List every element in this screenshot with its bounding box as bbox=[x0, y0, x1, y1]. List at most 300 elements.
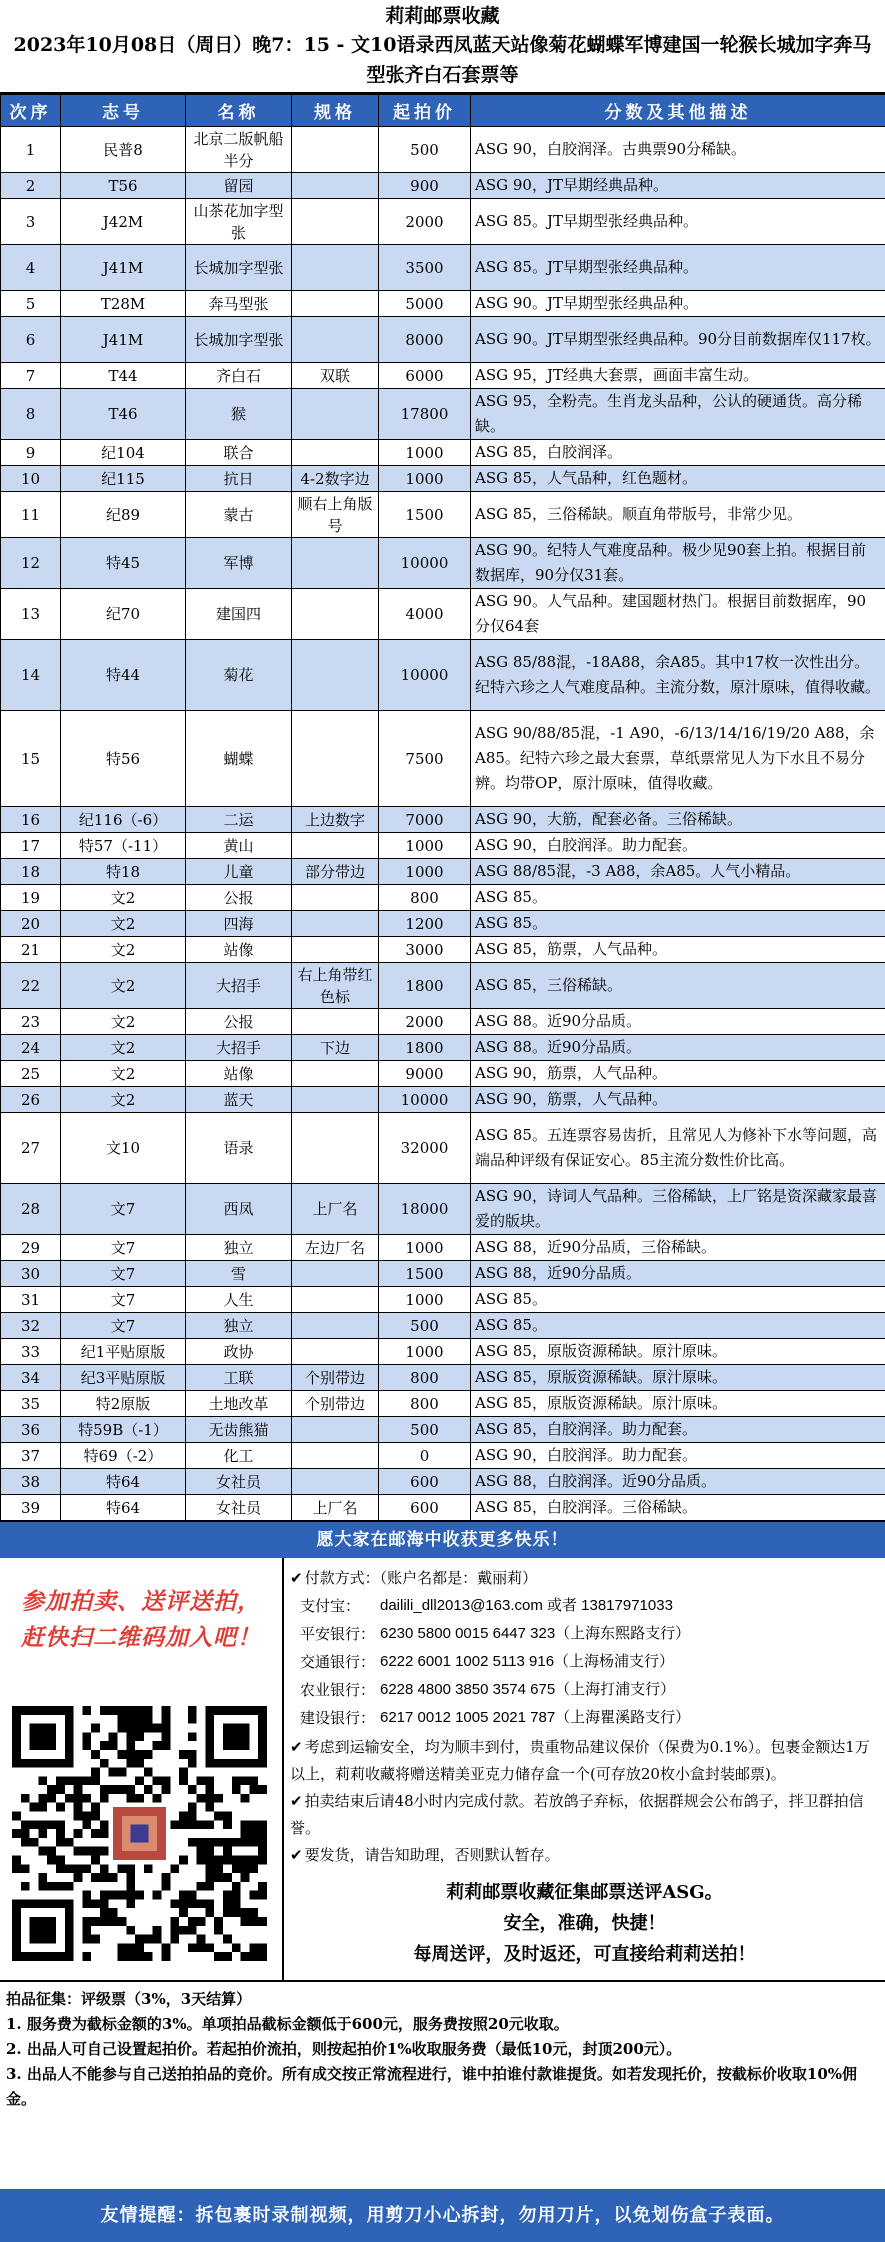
lot-start-price: 10000 bbox=[379, 1087, 471, 1113]
lot-seq: 16 bbox=[1, 807, 61, 833]
qr-module bbox=[241, 1864, 250, 1873]
lot-description: ASG 90。人气品种。建国题材热门。根据目前数据库，90分仅64套 bbox=[471, 589, 885, 640]
table-row bbox=[1, 1184, 885, 1235]
qr-module bbox=[232, 1908, 241, 1917]
table-row bbox=[1, 859, 885, 885]
qr-module bbox=[232, 1838, 241, 1847]
lot-name: 建国四 bbox=[186, 589, 292, 640]
payment-panel bbox=[284, 1558, 885, 1980]
lot-description: ASG 90，筋票，人气品种。 bbox=[471, 1087, 885, 1113]
qr-module bbox=[82, 1732, 91, 1741]
qr-module bbox=[135, 1750, 144, 1759]
table-row bbox=[1, 173, 885, 199]
lot-seq: 14 bbox=[1, 640, 61, 711]
qr-module bbox=[179, 1926, 188, 1935]
lot-description: ASG 85，原版资源稀缺。原汁原味。 bbox=[471, 1391, 885, 1417]
qr-module bbox=[144, 1864, 153, 1873]
lot-seq: 20 bbox=[1, 911, 61, 937]
col-header-name: 名称 bbox=[186, 95, 292, 127]
lot-code: 特64 bbox=[61, 1495, 186, 1521]
qr-module bbox=[232, 1882, 241, 1891]
lot-description: ASG 90，白胶润泽。助力配套。 bbox=[471, 1443, 885, 1469]
lot-code: 文2 bbox=[61, 963, 186, 1009]
lot-start-price: 7500 bbox=[379, 711, 471, 807]
table-row bbox=[1, 317, 885, 363]
lot-name: 抗日 bbox=[186, 466, 292, 492]
qr-module bbox=[82, 1812, 91, 1821]
qr-module bbox=[56, 1776, 65, 1785]
qr-module bbox=[109, 1732, 118, 1741]
qr-module bbox=[30, 1917, 56, 1943]
lot-spec bbox=[292, 127, 379, 173]
account-label: 交通银行： bbox=[300, 1653, 376, 1671]
qr-module bbox=[56, 1829, 65, 1838]
lot-name: 站像 bbox=[186, 1061, 292, 1087]
lot-description: ASG 90。JT早期型张经典品种。90分目前数据库仅117枚。 bbox=[471, 317, 885, 363]
lot-name: 化工 bbox=[186, 1443, 292, 1469]
qr-module bbox=[82, 1917, 91, 1926]
qr-module bbox=[179, 1768, 188, 1777]
qr-module bbox=[241, 1855, 250, 1864]
qr-module bbox=[214, 1926, 223, 1935]
qr-module bbox=[188, 1803, 197, 1812]
qr-module bbox=[258, 1829, 267, 1838]
qr-module bbox=[249, 1864, 258, 1873]
lot-spec: 左边厂名 bbox=[292, 1235, 379, 1261]
lot-code: 特57（-11） bbox=[61, 833, 186, 859]
qr-module bbox=[91, 1899, 100, 1908]
qr-module bbox=[126, 1864, 135, 1873]
grading-promo bbox=[284, 1873, 885, 1970]
qr-module bbox=[205, 1864, 214, 1873]
qr-module bbox=[214, 1864, 223, 1873]
qr-module bbox=[214, 1812, 223, 1821]
qr-module bbox=[258, 1952, 267, 1961]
lot-code: 文2 bbox=[61, 937, 186, 963]
lot-spec bbox=[292, 538, 379, 589]
lot-spec: 下边 bbox=[292, 1035, 379, 1061]
lot-seq: 34 bbox=[1, 1365, 61, 1391]
qr-module bbox=[241, 1794, 250, 1803]
qr-module bbox=[214, 1794, 223, 1803]
lot-description: ASG 85，原版资源稀缺。原汁原味。 bbox=[471, 1339, 885, 1365]
qr-module bbox=[179, 1820, 188, 1829]
lot-seq: 3 bbox=[1, 199, 61, 245]
notes bbox=[284, 1732, 885, 1869]
qr-module bbox=[100, 1873, 109, 1882]
qr-module bbox=[188, 1732, 197, 1741]
lot-code: 文2 bbox=[61, 1009, 186, 1035]
terms-title: 拍品征集：评级票（3%，3天结算） bbox=[6, 1990, 252, 2008]
qr-module bbox=[118, 1768, 127, 1777]
table-row bbox=[1, 538, 885, 589]
qr-module bbox=[21, 1829, 30, 1838]
lot-code: 纪1平贴原版 bbox=[61, 1339, 186, 1365]
lot-name: 西凤 bbox=[186, 1184, 292, 1235]
lot-spec bbox=[292, 245, 379, 291]
table-row bbox=[1, 1235, 885, 1261]
qr-module bbox=[91, 1935, 100, 1944]
lot-name: 政协 bbox=[186, 1339, 292, 1365]
table-row bbox=[1, 963, 885, 1009]
qr-module bbox=[144, 1785, 153, 1794]
lot-seq: 8 bbox=[1, 389, 61, 440]
lot-seq: 1 bbox=[1, 127, 61, 173]
lot-description: ASG 85。JT早期型张经典品种。 bbox=[471, 199, 885, 245]
lot-seq: 25 bbox=[1, 1061, 61, 1087]
qr-code-icon[interactable] bbox=[12, 1706, 267, 1961]
qr-module bbox=[126, 1943, 135, 1952]
lot-name: 无齿熊猫 bbox=[186, 1417, 292, 1443]
qr-module bbox=[249, 1917, 258, 1926]
lot-code: 纪116（-6） bbox=[61, 807, 186, 833]
qr-module bbox=[188, 1917, 197, 1926]
lot-description: ASG 85。JT早期型张经典品种。 bbox=[471, 245, 885, 291]
qr-module bbox=[82, 1820, 91, 1829]
lot-start-price: 2000 bbox=[379, 199, 471, 245]
promo-line: 每周送评，及时返还，可直接给莉莉送拍！ bbox=[413, 1944, 756, 1965]
col-header-price: 起拍价 bbox=[379, 95, 471, 127]
qr-module bbox=[161, 1943, 170, 1952]
lot-seq: 17 bbox=[1, 833, 61, 859]
lot-code: 文7 bbox=[61, 1184, 186, 1235]
lot-spec: 右上角带红色标 bbox=[292, 963, 379, 1009]
payment-title: ✔ 付款方式：（账户名都是：戴丽莉） bbox=[290, 1569, 538, 1587]
qr-module bbox=[82, 1847, 91, 1856]
lot-code: T56 bbox=[61, 173, 186, 199]
table-row bbox=[1, 1469, 885, 1495]
qr-module bbox=[197, 1838, 206, 1847]
lot-start-price: 1000 bbox=[379, 466, 471, 492]
payment-account bbox=[290, 1676, 885, 1704]
lot-name: 大招手 bbox=[186, 963, 292, 1009]
lot-spec bbox=[292, 199, 379, 245]
lot-name: 黄山 bbox=[186, 833, 292, 859]
lot-code: 文2 bbox=[61, 1035, 186, 1061]
qr-module bbox=[109, 1785, 118, 1794]
qr-module bbox=[118, 1706, 127, 1715]
qr-module bbox=[56, 1864, 65, 1873]
lot-code: 特44 bbox=[61, 640, 186, 711]
lot-spec bbox=[292, 937, 379, 963]
table-row bbox=[1, 1365, 885, 1391]
lot-seq: 13 bbox=[1, 589, 61, 640]
check-icon: ✔ bbox=[290, 1569, 303, 1587]
lot-description: ASG 85，原版资源稀缺。原汁原味。 bbox=[471, 1365, 885, 1391]
qr-module bbox=[205, 1908, 214, 1917]
lot-spec: 4-2数字边 bbox=[292, 466, 379, 492]
qr-module bbox=[56, 1803, 65, 1812]
lot-start-price: 32000 bbox=[379, 1113, 471, 1184]
qr-module bbox=[100, 1759, 109, 1768]
account-number[interactable]: 6217 0012 1005 2021 787（上海瞿溪路支行） bbox=[380, 1709, 691, 1726]
qr-module bbox=[188, 1838, 197, 1847]
lot-description: ASG 95，全粉壳。生肖龙头品种，公认的硬通货。高分稀缺。 bbox=[471, 389, 885, 440]
account-label: 农业银行： bbox=[300, 1681, 376, 1699]
qr-module bbox=[223, 1952, 232, 1961]
table-row bbox=[1, 127, 885, 173]
table-row bbox=[1, 1339, 885, 1365]
lot-code: 特56 bbox=[61, 711, 186, 807]
lot-spec bbox=[292, 1087, 379, 1113]
account-number[interactable]: 6230 5800 0015 6447 323（上海东熙路支行） bbox=[380, 1625, 691, 1642]
lot-spec: 个别带边 bbox=[292, 1391, 379, 1417]
qr-module bbox=[214, 1952, 223, 1961]
lot-start-price: 1500 bbox=[379, 1261, 471, 1287]
lot-code: 纪89 bbox=[61, 492, 186, 538]
lot-seq: 7 bbox=[1, 363, 61, 389]
consignment-terms bbox=[0, 1982, 885, 2165]
qr-module bbox=[74, 1829, 83, 1838]
lot-description: ASG 85。五连票容易齿折，且常见人为修补下水等问题，高端品种评级有保证安心。85主流分数性价比高。 bbox=[471, 1113, 885, 1184]
qr-module bbox=[223, 1891, 232, 1900]
qr-module bbox=[82, 1776, 91, 1785]
lot-start-price: 600 bbox=[379, 1495, 471, 1521]
lot-seq: 5 bbox=[1, 291, 61, 317]
qr-module bbox=[258, 1943, 267, 1952]
lot-seq: 38 bbox=[1, 1469, 61, 1495]
qr-module bbox=[249, 1908, 258, 1917]
qr-module bbox=[65, 1838, 74, 1847]
lot-start-price: 18000 bbox=[379, 1184, 471, 1235]
qr-module bbox=[258, 1882, 267, 1891]
lot-start-price: 3500 bbox=[379, 245, 471, 291]
lot-name: 蓝天 bbox=[186, 1087, 292, 1113]
qr-module bbox=[131, 1825, 149, 1843]
qr-module bbox=[179, 1908, 188, 1917]
lot-name: 奔马型张 bbox=[186, 291, 292, 317]
note-item: ✔ 要发货，请告知助理，否则默认暂存。 bbox=[290, 1846, 560, 1864]
qr-module bbox=[100, 1917, 109, 1926]
lot-spec bbox=[292, 1469, 379, 1495]
lot-spec bbox=[292, 440, 379, 466]
table-row bbox=[1, 1261, 885, 1287]
lot-spec bbox=[292, 1009, 379, 1035]
payment-account bbox=[290, 1648, 885, 1676]
auction-subtitle: 2023年10月08日（周日）晚7：15 - 文10语录西凤蓝天站像菊花蝴蝶军博建国一轮猴长城加字奔马型张齐白石套票等 bbox=[13, 34, 872, 86]
qr-module bbox=[188, 1812, 197, 1821]
qr-module bbox=[82, 1706, 91, 1715]
qr-module bbox=[56, 1882, 65, 1891]
lot-name: 留园 bbox=[186, 173, 292, 199]
qr-module bbox=[170, 1864, 179, 1873]
check-icon: ✔ bbox=[290, 1846, 303, 1864]
lot-spec bbox=[292, 1061, 379, 1087]
lot-seq: 28 bbox=[1, 1184, 61, 1235]
qr-module bbox=[161, 1724, 170, 1733]
qr-module bbox=[223, 1812, 232, 1821]
qr-module bbox=[205, 1820, 214, 1829]
qr-module bbox=[214, 1917, 223, 1926]
qr-module bbox=[197, 1847, 206, 1856]
qr-module bbox=[161, 1732, 170, 1741]
lot-description: ASG 88，白胶润泽。近90分品质。 bbox=[471, 1469, 885, 1495]
qr-module bbox=[74, 1785, 83, 1794]
qr-module bbox=[179, 1855, 188, 1864]
promo-line: 安全，准确，快捷！ bbox=[503, 1913, 666, 1934]
qr-module bbox=[188, 1785, 197, 1794]
qr-module bbox=[161, 1873, 170, 1882]
qr-module bbox=[144, 1715, 153, 1724]
table-row bbox=[1, 363, 885, 389]
lot-code: 特64 bbox=[61, 1469, 186, 1495]
qr-module bbox=[197, 1794, 206, 1803]
qr-module bbox=[91, 1768, 100, 1777]
lot-spec bbox=[292, 911, 379, 937]
table-row bbox=[1, 1391, 885, 1417]
qr-module bbox=[74, 1847, 83, 1856]
qr-module bbox=[188, 1750, 197, 1759]
qr-module bbox=[197, 1917, 206, 1926]
qr-module bbox=[109, 1917, 118, 1926]
table-row bbox=[1, 1313, 885, 1339]
qr-module bbox=[232, 1855, 241, 1864]
table-row bbox=[1, 245, 885, 291]
qr-module bbox=[223, 1724, 249, 1750]
qr-module bbox=[100, 1706, 109, 1715]
lot-spec bbox=[292, 1313, 379, 1339]
qr-module bbox=[126, 1715, 135, 1724]
lot-spec bbox=[292, 640, 379, 711]
join-line: 参加拍卖、送评送拍， bbox=[21, 1588, 261, 1615]
qr-module bbox=[118, 1785, 127, 1794]
account-number[interactable]: dailili_dll2013@163.com 或者 13817971033 bbox=[380, 1597, 673, 1614]
qr-module bbox=[197, 1935, 206, 1944]
lot-spec bbox=[292, 317, 379, 363]
lot-seq: 19 bbox=[1, 885, 61, 911]
wish-banner: 愿大家在邮海中收获更多快乐！ bbox=[0, 1521, 885, 1558]
account-number[interactable]: 6228 4800 3850 3574 675（上海打浦支行） bbox=[380, 1681, 676, 1698]
account-number[interactable]: 6222 6001 1002 5113 916（上海杨浦支行） bbox=[380, 1653, 675, 1670]
qr-module bbox=[153, 1926, 162, 1935]
qr-module bbox=[135, 1935, 144, 1944]
qr-module bbox=[170, 1926, 179, 1935]
lot-spec: 上厂名 bbox=[292, 1184, 379, 1235]
lots-table bbox=[0, 94, 885, 1521]
qr-module bbox=[205, 1943, 214, 1952]
qr-module bbox=[126, 1873, 135, 1882]
qr-module bbox=[188, 1891, 197, 1900]
lot-description: ASG 90，大筋，配套必备。三俗稀缺。 bbox=[471, 807, 885, 833]
qr-module bbox=[223, 1899, 232, 1908]
payment-info bbox=[284, 1558, 885, 1732]
lot-name: 语录 bbox=[186, 1113, 292, 1184]
lot-description: ASG 90，JT早期经典品种。 bbox=[471, 173, 885, 199]
lot-seq: 15 bbox=[1, 711, 61, 807]
lot-seq: 31 bbox=[1, 1287, 61, 1313]
lot-description: ASG 85，筋票，人气品种。 bbox=[471, 937, 885, 963]
lot-name: 二运 bbox=[186, 807, 292, 833]
lot-code: J42M bbox=[61, 199, 186, 245]
lot-start-price: 900 bbox=[379, 173, 471, 199]
lot-spec: 顺右上角版号 bbox=[292, 492, 379, 538]
qr-module bbox=[91, 1724, 100, 1733]
lot-name: 菊花 bbox=[186, 640, 292, 711]
qr-module bbox=[205, 1855, 214, 1864]
lot-start-price: 2000 bbox=[379, 1009, 471, 1035]
qr-module bbox=[91, 1812, 100, 1821]
qr-module bbox=[214, 1838, 223, 1847]
lot-description: ASG 88，近90分品质。 bbox=[471, 1261, 885, 1287]
qr-module bbox=[126, 1785, 135, 1794]
qr-module bbox=[47, 1882, 56, 1891]
table-row bbox=[1, 199, 885, 245]
qr-module bbox=[223, 1847, 232, 1856]
lot-name: 公报 bbox=[186, 1009, 292, 1035]
qr-module bbox=[170, 1935, 179, 1944]
lot-description: ASG 85，白胶润泽。三俗稀缺。 bbox=[471, 1495, 885, 1521]
table-row bbox=[1, 833, 885, 859]
qr-module bbox=[179, 1891, 188, 1900]
qr-module bbox=[56, 1820, 65, 1829]
lot-description: ASG 90。JT早期型张经典品种。 bbox=[471, 291, 885, 317]
lot-spec bbox=[292, 1287, 379, 1313]
qr-module bbox=[144, 1935, 153, 1944]
table-header-row bbox=[1, 95, 885, 127]
lot-start-price: 8000 bbox=[379, 317, 471, 363]
lot-code: 特18 bbox=[61, 859, 186, 885]
qr-module bbox=[47, 1855, 56, 1864]
qr-module bbox=[109, 1768, 118, 1777]
qr-module bbox=[249, 1785, 258, 1794]
lot-description: ASG 90，白胶润泽。古典票90分稀缺。 bbox=[471, 127, 885, 173]
lot-name: 独立 bbox=[186, 1313, 292, 1339]
lot-spec: 个别带边 bbox=[292, 1365, 379, 1391]
lot-code: 文2 bbox=[61, 885, 186, 911]
qr-module bbox=[100, 1794, 109, 1803]
qr-module bbox=[74, 1776, 83, 1785]
terms-item: 3. 出品人不能参与自己送拍拍品的竞价。所有成交按正常流程进行，谁中拍谁付款谁提货。如若发现托价，按截标价收取10%佣金。 bbox=[6, 2065, 858, 2108]
lot-description: ASG 90，白胶润泽。助力配套。 bbox=[471, 833, 885, 859]
qr-module bbox=[118, 1864, 127, 1873]
qr-module bbox=[153, 1741, 162, 1750]
lot-description: ASG 85。 bbox=[471, 1287, 885, 1313]
qr-module bbox=[249, 1776, 258, 1785]
table-row bbox=[1, 1443, 885, 1469]
qr-module bbox=[232, 1943, 241, 1952]
lot-code: 文7 bbox=[61, 1261, 186, 1287]
lot-start-price: 1000 bbox=[379, 440, 471, 466]
lot-name: 站像 bbox=[186, 937, 292, 963]
lot-code: 纪104 bbox=[61, 440, 186, 466]
lot-start-price: 500 bbox=[379, 1313, 471, 1339]
qr-module bbox=[38, 1882, 47, 1891]
qr-module bbox=[249, 1855, 258, 1864]
table-row bbox=[1, 711, 885, 807]
lot-code: 文2 bbox=[61, 911, 186, 937]
table-row bbox=[1, 1113, 885, 1184]
lot-seq: 36 bbox=[1, 1417, 61, 1443]
lot-description: ASG 88，近90分品质，三俗稀缺。 bbox=[471, 1235, 885, 1261]
qr-module bbox=[241, 1908, 250, 1917]
qr-module bbox=[126, 1899, 135, 1908]
lot-seq: 2 bbox=[1, 173, 61, 199]
qr-module bbox=[118, 1952, 127, 1961]
qr-module bbox=[126, 1891, 135, 1900]
qr-module bbox=[30, 1803, 39, 1812]
qr-module bbox=[135, 1891, 144, 1900]
lot-description: ASG 85，白胶润泽。 bbox=[471, 440, 885, 466]
qr-module bbox=[56, 1838, 65, 1847]
table-row bbox=[1, 440, 885, 466]
lot-seq: 33 bbox=[1, 1339, 61, 1365]
qr-module bbox=[144, 1706, 153, 1715]
lot-description: ASG 88。近90分品质。 bbox=[471, 1035, 885, 1061]
table-row bbox=[1, 389, 885, 440]
qr-module bbox=[214, 1855, 223, 1864]
qr-module bbox=[188, 1899, 197, 1908]
lot-seq: 18 bbox=[1, 859, 61, 885]
